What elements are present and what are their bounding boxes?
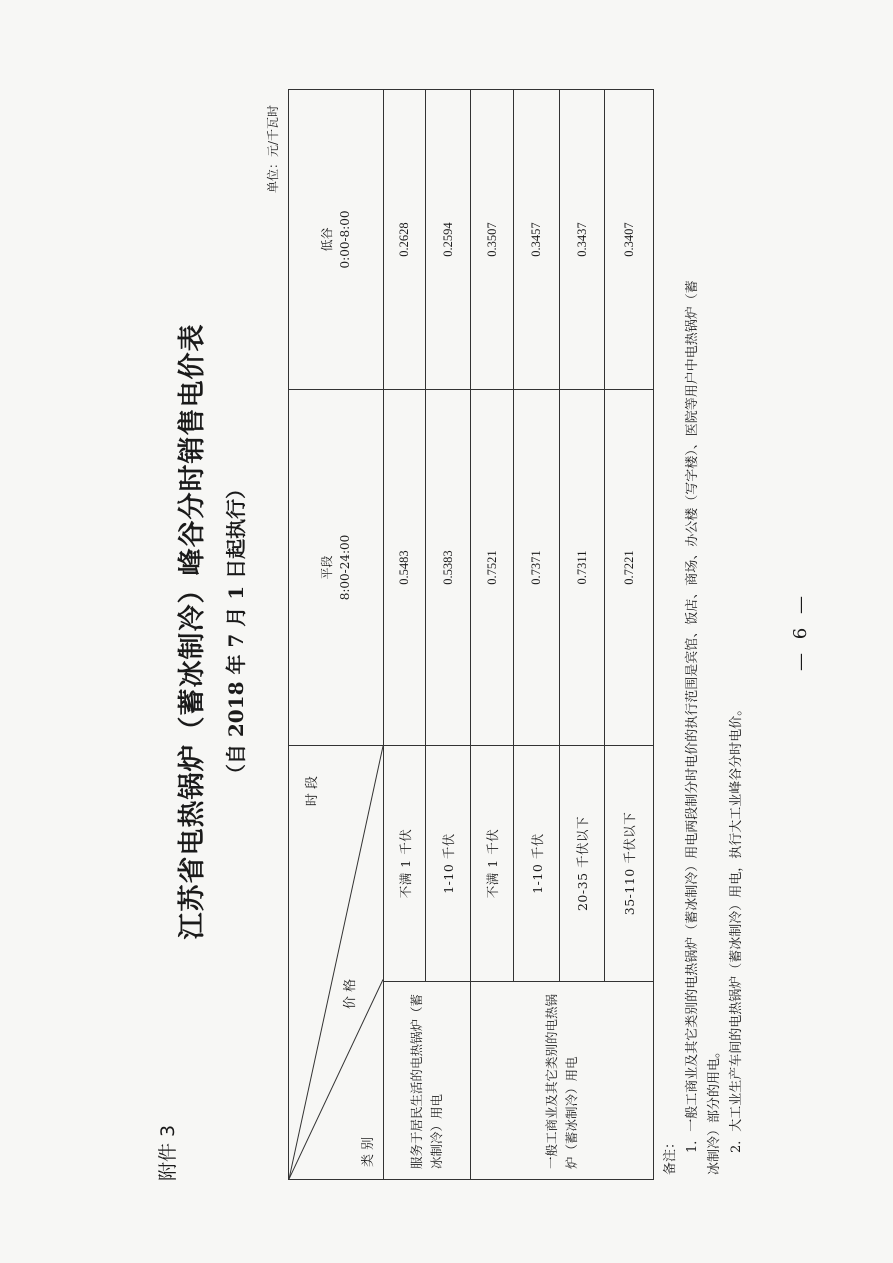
voltage-range-cell: 20-35 千伏以下 bbox=[559, 746, 604, 982]
voltage-range-cell: 不满 1 千伏 bbox=[470, 746, 513, 982]
valley-price-cell: 0.3457 bbox=[514, 90, 559, 390]
flat-label: 平段 bbox=[320, 555, 335, 580]
flat-price-cell: 0.5483 bbox=[384, 390, 426, 746]
flat-price-cell: 0.7521 bbox=[470, 390, 513, 746]
voltage-range-cell: 1-10 千伏 bbox=[514, 746, 559, 982]
period-header: 时 段 bbox=[305, 776, 320, 807]
price-header: 价 格 bbox=[343, 978, 358, 1009]
table-row bbox=[470, 90, 513, 1180]
flat-price-cell: 0.7371 bbox=[514, 390, 559, 746]
note-1-line-2: 冰制冷）部分的用电。 bbox=[707, 1044, 722, 1175]
notes-section bbox=[660, 55, 748, 1175]
voltage-range-cell: 1-10 千伏 bbox=[426, 746, 470, 982]
table-header-row bbox=[289, 90, 384, 1180]
valley-price-cell: 0.2594 bbox=[426, 90, 470, 390]
note-2: 2．大工业生产车间的电热锅炉（蓄冰制冷）用电，执行大工业峰谷分时电价。 bbox=[729, 702, 744, 1153]
voltage-range-cell: 不满 1 千伏 bbox=[384, 746, 426, 982]
voltage-range-cell: 35-110 千伏以下 bbox=[605, 746, 654, 982]
flat-price-cell: 0.7311 bbox=[559, 390, 604, 746]
document-subtitle: （自 2018 年 7 月 1 日起执行） bbox=[224, 478, 248, 785]
table-row bbox=[384, 90, 426, 1180]
flat-time: 8:00-24:00 bbox=[338, 534, 353, 601]
valley-time: 0:00-8:00 bbox=[338, 210, 353, 269]
category-cell: 一般工商业及其它类别的电热锅炉（蓄冰制冷）用电 bbox=[470, 982, 653, 1180]
category-header: 类 别 bbox=[361, 1136, 376, 1167]
price-table bbox=[288, 89, 654, 1180]
flat-period-header bbox=[289, 390, 384, 746]
valley-price-cell: 0.3507 bbox=[470, 90, 513, 390]
valley-period-header bbox=[289, 90, 384, 390]
notes-label: 备注： bbox=[663, 1135, 678, 1175]
diagonal-header-cell bbox=[289, 746, 384, 1180]
valley-price-cell: 0.2628 bbox=[384, 90, 426, 390]
category-cell: 服务于居民生活的电热锅炉（蓄冰制冷）用电 bbox=[384, 982, 471, 1180]
attachment-label: 附件 3 bbox=[157, 1124, 179, 1181]
flat-price-cell: 0.5383 bbox=[426, 390, 470, 746]
diagonal-lines bbox=[289, 746, 383, 1179]
document-title: 江苏省电热锅炉（蓄冰制冷）峰谷分时销售电价表 bbox=[177, 323, 208, 940]
valley-price-cell: 0.3437 bbox=[559, 90, 604, 390]
note-1-line-1: 1．一般工商业及其它类别的电热锅炉（蓄冰制冷）用电两段制分时电价的执行范围是宾馆、饭店、商场、办公楼（写字楼）、医院等用户中电热锅炉（蓄 bbox=[685, 280, 700, 1153]
unit-label: 单位：元/千瓦时 bbox=[266, 104, 280, 193]
flat-price-cell: 0.7221 bbox=[605, 390, 654, 746]
valley-label: 低谷 bbox=[320, 227, 335, 252]
valley-price-cell: 0.3407 bbox=[605, 90, 654, 390]
page-number: — 6 — bbox=[790, 592, 811, 671]
